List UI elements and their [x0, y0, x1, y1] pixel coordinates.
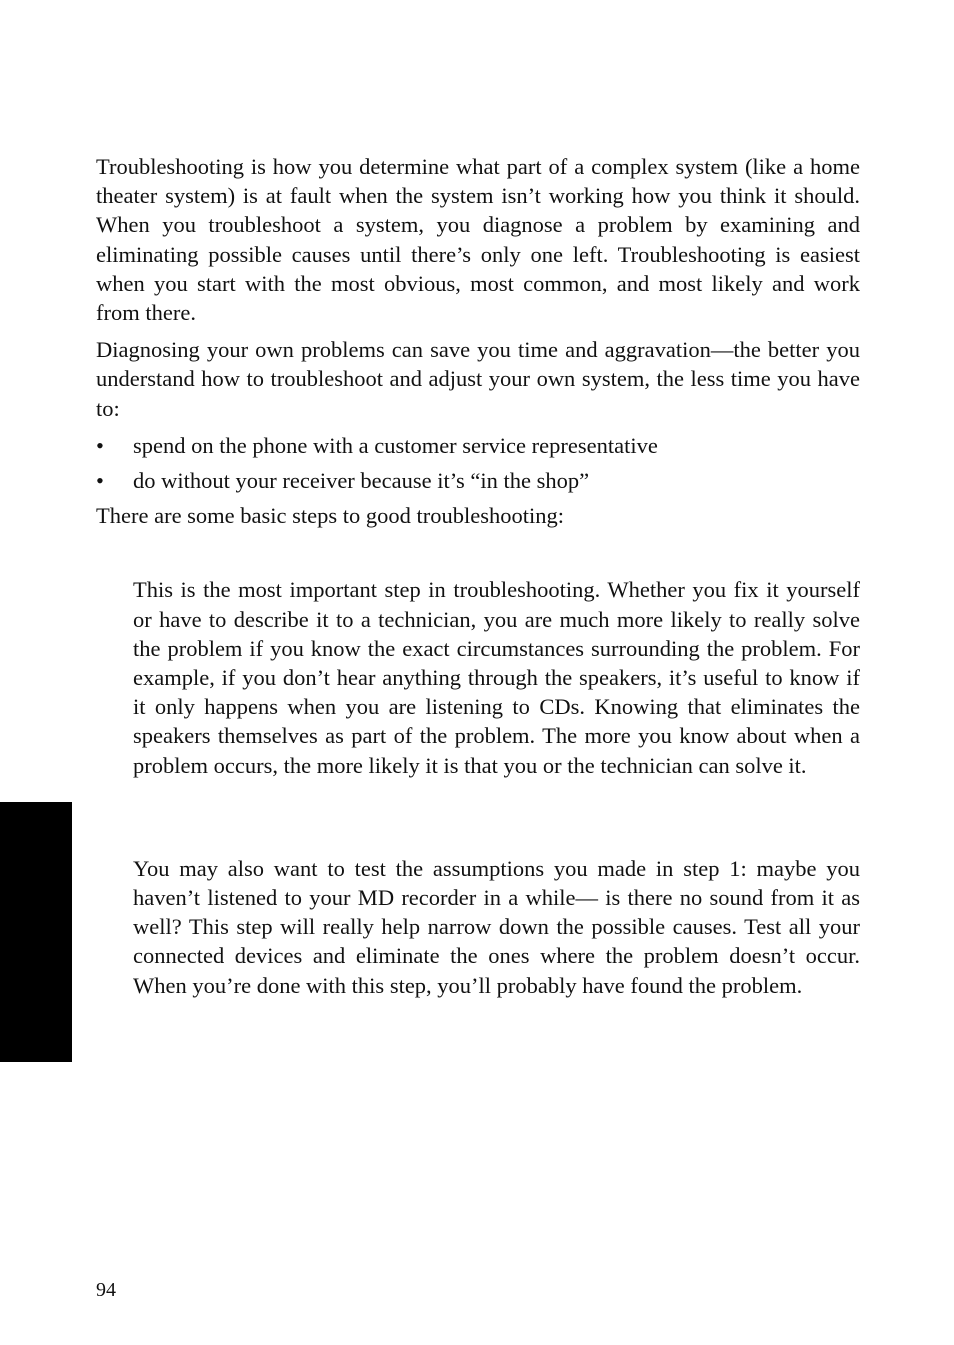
- main-content: [96, 152, 860, 1000]
- diagnose-paragraph: Diagnosing your own problems can save you time and aggravation—the better you understand how to troubleshoot and adjust your own system, the less time you have to:: [96, 337, 860, 421]
- intro-paragraph: Troubleshooting is how you determine what part of a complex system (like a home theater system) is at fault when the system isn’t working how you think it should. When you troubleshoot a system, you diagnose a problem by examining and eliminating possible causes until there’s only one left. Troubleshooting is easiest when you start with the most obvious, most common, and most likely and work from there.: [96, 154, 860, 326]
- list-item: [96, 466, 860, 495]
- step-1-description: This is the most important step in troubleshooting. Whether you fix it yourself or have to describe it to a technician, you are much more likely to really solve the problem if you know the exact circumstances surrounding the problem. For example, if you don’t hear anything through the speakers, it’s useful to know if it only happens when you are listening to CDs. Knowing that eliminates the speakers themselves as part of the problem. The more you know about when a problem occurs, the more likely it is that you or the technician can solve it.: [133, 577, 860, 778]
- page-number: 94: [96, 1279, 116, 1301]
- steps-intro-paragraph: There are some basic steps to good troubleshooting:: [96, 503, 565, 529]
- bullet-list: [96, 431, 860, 495]
- list-item: [96, 431, 860, 460]
- list-item-text: do without your receiver because it’s “in the shop”: [133, 468, 590, 494]
- step-2-description: You may also want to test the assumptions you made in step 1: maybe you haven’t listened to your MD recorder in a while— is there no sound from it as well? This step will really help narrow down the possible causes. Test all your connected devices and eliminate the ones where the problem doesn’t occur. When you’re done with this step, you’ll probably have found the problem.: [133, 855, 860, 998]
- list-item-text: spend on the phone with a customer service representative: [133, 432, 658, 458]
- chapter-thumb-tab: [0, 802, 72, 1062]
- bullet-icon: •: [96, 468, 104, 494]
- bullet-icon: •: [96, 432, 104, 458]
